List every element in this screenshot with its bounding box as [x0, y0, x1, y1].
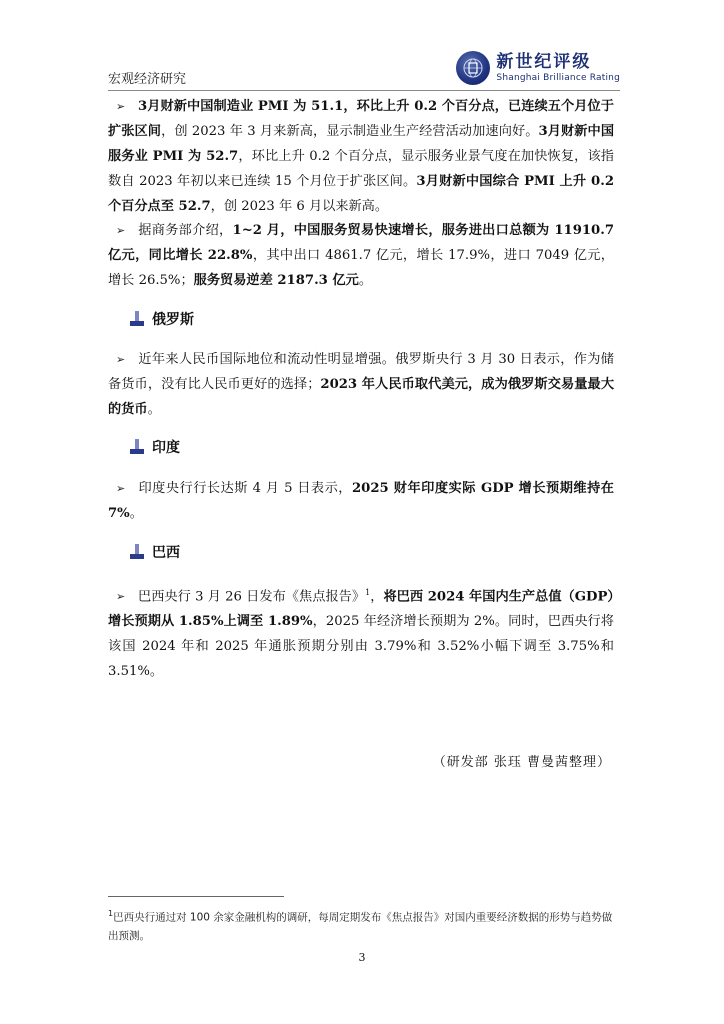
- paragraph-india: [108, 476, 614, 526]
- brazil-text-2: ，: [370, 589, 384, 605]
- pmi-composite-highlight: 3月财新中国综合 PMI 上升 0.2 个百分点至 52.7: [108, 174, 615, 214]
- russia-text-2: 。: [147, 402, 161, 417]
- footnote-text: 巴西央行通过对 100 余家金融机构的调研，每周定期发布《焦点报告》对国内重要经济数据的形势与趋势做出预测。: [108, 911, 613, 942]
- paragraph-brazil: [108, 580, 614, 684]
- section-russia-title: 俄罗斯: [152, 312, 194, 328]
- pmi-text-3: ，创 2023 年 6 月以来新高。: [210, 199, 389, 214]
- section-india-title: 印度: [152, 440, 180, 456]
- section-brazil-heading: [130, 541, 180, 563]
- india-highlight: 2025 财年印度实际 GDP 增长预期维持在 7%: [108, 481, 614, 521]
- bullet-arrow-icon: ➢: [116, 224, 126, 237]
- pmi-manufacturing-highlight: 3月财新中国制造业 PMI 为 51.1，环比上升 0.2 个百分点，已连续五个月位于扩张区间: [108, 99, 614, 139]
- section-marker-icon: [130, 544, 144, 560]
- russia-text-1: 近年来人民币国际地位和流动性明显增强。俄罗斯央行 3 月 30 日表示，作为储备货币，没有比人民币更好的选择；: [108, 352, 614, 392]
- section-marker-icon: [130, 311, 144, 327]
- footnote-mark: 1: [108, 909, 114, 918]
- section-russia-heading: [130, 308, 194, 330]
- globe-logo-icon: [456, 51, 490, 85]
- bullet-arrow-icon: ➢: [116, 100, 126, 113]
- brazil-text-3: ，2025 年经济增长预期为 2%。同时，巴西央行将该国 2024 年和 2025 年通胀预期分别由 3.79%和 3.52%小幅下调至 3.75%和 3.51%。: [108, 614, 614, 680]
- brazil-text-1: 巴西央行 3 月 26 日发布《焦点报告》: [138, 589, 366, 605]
- footnote-reference[interactable]: 1: [365, 588, 371, 597]
- brazil-highlight: 将巴西 2024 年国内生产总值（GDP）增长预期从 1.85%上调至 1.89%: [108, 589, 615, 630]
- bullet-arrow-icon: ➢: [116, 482, 126, 495]
- trade-highlight-2: 服务贸易逆差 2187.3 亿元: [193, 273, 359, 288]
- section-brazil-title: 巴西: [152, 545, 180, 561]
- paragraph-pmi: [108, 94, 614, 219]
- section-india-heading: [130, 436, 180, 458]
- paragraph-russia: [108, 347, 614, 422]
- header-section-title: 宏观经济研究: [108, 72, 187, 87]
- bullet-arrow-icon: ➢: [116, 590, 126, 604]
- india-text-2: 。: [129, 506, 143, 521]
- russia-highlight: 2023 年人民币取代美元，成为俄罗斯交易量最大的货币: [108, 377, 615, 417]
- footnote: [108, 905, 618, 945]
- pmi-text-2: ，环比上升 0.2 个百分点，显示服务业景气度在加快恢复，该指数自 2023 年初以来已连续 15 个月位于扩张区间。: [108, 149, 614, 189]
- trade-highlight-1: 1~2 月，中国服务贸易快速增长，服务进出口总额为 11910.7 亿元，同比增长 22.8%: [108, 223, 614, 263]
- trade-text-3: 。: [358, 273, 372, 288]
- section-marker-icon: [130, 439, 144, 455]
- author-credit: （研发部 张珏 曹曼茜整理）: [432, 755, 611, 770]
- footnote-divider: [108, 896, 284, 897]
- logo-english-name: Shanghai Brilliance Rating: [496, 72, 620, 83]
- pmi-services-highlight: 3月财新中国服务业 PMI 为 52.7: [108, 124, 615, 164]
- trade-text-2: ，其中出口 4861.7 亿元，增长 17.9%，进口 7049 亿元，增长 26.5%；: [108, 248, 614, 288]
- brand-logo: [456, 48, 620, 88]
- logo-chinese-name: 新世纪评级: [496, 51, 592, 72]
- trade-text-1: 据商务部介绍，: [138, 223, 233, 238]
- paragraph-services-trade: [108, 218, 614, 293]
- page-number: 3: [358, 951, 366, 964]
- page-header: [108, 48, 620, 91]
- bullet-arrow-icon: ➢: [116, 353, 126, 366]
- pmi-text-1: ，创 2023 年 3 月来新高，显示制造业生产经营活动加速向好。: [161, 124, 539, 139]
- india-text-1: 印度央行行长达斯 4 月 5 日表示，: [138, 481, 352, 496]
